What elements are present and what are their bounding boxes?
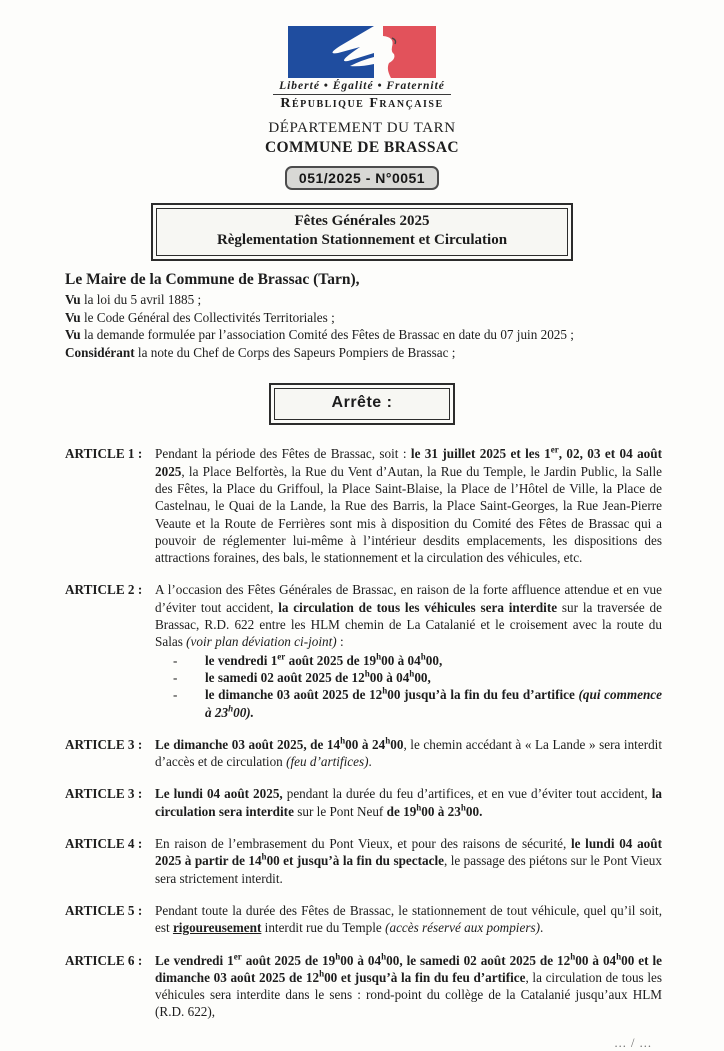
article-row <box>65 952 662 1021</box>
article-row <box>65 835 662 887</box>
motto: Liberté • Égalité • Fraternité <box>279 80 445 92</box>
bullet-text: le vendredi 1er août 2025 de 19$^h$00 à 04$^h$00, <box>205 651 443 668</box>
article-label: ARTICLE 1 : <box>65 446 143 462</box>
article-body: Pendant toute la durée des Fêtes de Brassac, le stationnement de tout véhicule, quel qu’il soit, est rigoureusement interdit rue du Temple (accès réservé aux pompiers). <box>155 902 662 936</box>
bullet-dash: - <box>173 652 178 668</box>
title-line-2: Règlementation Stationnement et Circulation <box>216 232 508 248</box>
commune-name: COMMUNE DE BRASSAC <box>264 139 460 156</box>
bullet-item <box>155 686 662 721</box>
article-body: A l’occasion des Fêtes Générales de Brassac, en raison de la forte affluence attendue et en vue d’éviter tout accident, la circulation de tous les véhicules sera interdite sur la traversée de Brassac, R.D. 622 entre les HLM chemin de La Catalanié et le croisement avec la route du Salas (voir plan déviation ci-joint) : - le vendredi 1er août 2025 de 19$^h$00 à 04$^h$00, - le samedi 02 août 2025 de 12$^h$00 à 04$^h$00, - le dimanche 03 août 2025 de 12$^h$00 jusqu’à la fin du feu d’artifice (qui commence à 23$^h$00). <box>155 582 663 720</box>
decree-reference-badge: 051/2025 - N°0051 <box>285 166 439 190</box>
article-row <box>65 581 662 720</box>
article-label: ARTICLE 2 : <box>65 582 143 598</box>
article-row <box>65 736 662 771</box>
marianne-flag-logo <box>288 26 436 78</box>
bullet-text: le samedi 02 août 2025 de 12$^h$00 à 04$^h$00, <box>205 668 431 685</box>
article-label: ARTICLE 4 : <box>65 836 143 852</box>
preamble-line: Vu la demande formulée par l’association Comité des Fêtes de Brassac en date du 07 juin 2025 ; <box>65 327 574 343</box>
bullet-item <box>155 652 662 669</box>
decree-heading: Arrête : <box>274 388 450 420</box>
articles-list <box>65 445 662 1020</box>
bullet-text: le dimanche 03 août 2025 de 12$^h$00 jusqu’à la fin du feu d’artifice (qui commence à 23$^h$00). <box>205 685 662 720</box>
preamble-line: Vu la loi du 5 avril 1885 ; <box>65 292 202 307</box>
article-label: ARTICLE 5 : <box>65 902 143 918</box>
document-title-box <box>151 203 573 261</box>
page-continuation-mark: ... / ... <box>614 1035 652 1050</box>
article-row <box>65 785 662 820</box>
article-label: ARTICLE 6 : <box>65 952 143 968</box>
department-name: DÉPARTEMENT DU TARN <box>268 120 456 136</box>
article-label: ARTICLE 3 : <box>65 786 143 802</box>
preamble <box>65 271 662 361</box>
bullet-item <box>155 669 662 686</box>
document-header <box>0 26 724 190</box>
article-body: En raison de l’embrasement du Pont Vieux, et pour des raisons de sécurité, le lundi 04 août 2025 à partir de 14$^h$00 et jusqu’à la fin du spectacle, le passage des piétons sur le Pont Vieux sera strictement interdit. <box>155 836 663 886</box>
bullet-dash: - <box>173 687 178 703</box>
article-row <box>65 902 662 937</box>
article-row <box>65 445 662 566</box>
bullet-dash: - <box>173 669 178 685</box>
republic-name: République Française <box>280 96 444 111</box>
decree-heading-box <box>269 383 455 425</box>
article-body: Le vendredi 1er août 2025 de 19$^h$00 à 04$^h$00, le samedi 02 août 2025 de 12$^h$00 à 04$^h$00 et le dimanche 03 août 2025 de 12$^h$00 et jusqu’à la fin du feu d’artifice, la circulation de tous les véhicules sera interdite dans le sens : rond-point du collège de la Catalanié jusqu’aux HLM (R.D. 622), <box>155 951 663 1020</box>
article-body: Le lundi 04 août 2025, pendant la durée du feu d’artifices, et en vue d’éviter tout accident, la circulation sera interdite sur le Pont Neuf de 19$^h$00 à 23$^h$00. <box>155 786 662 819</box>
article-body: Le dimanche 03 août 2025, de 14$^h$00 à 24$^h$00, le chemin accédant à « La Lande » sera interdit d’accès et de circulation (feu d’artifices). <box>155 735 663 770</box>
motto-divider <box>273 94 451 95</box>
mayor-heading: Le Maire de la Commune de Brassac (Tarn), <box>65 271 360 288</box>
title-line-1: Fêtes Générales 2025 <box>294 213 430 229</box>
article-bullet-list <box>155 652 662 721</box>
article-body: Pendant la période des Fêtes de Brassac, soit : le 31 juillet 2025 et les 1er, 02, 03 et 04 août 2025, la Place Belfortès, la Rue du Vent d’Autan, la Rue du Temple, le Jardin Public, la Salle des Fêtes, la Place du Griffoul, la Place Saint-Blaise, la Place de l’Hôtel de Ville, la Place de Castelnau, le Quai de la Lande, la Rue des Barris, la Place Saint-Georges, la Rue Jean-Pierre Veaute et la Route de Ferrières sont mis à disposition du Comité des Fêtes de Brassac qui a pouvoir de réglementer lui-même à l’intérieur desdits emplacements, les dispositions des attractions foraines, des bals, le stationnement et la circulation des véhicules, etc. <box>155 444 662 566</box>
article-label: ARTICLE 3 : <box>65 736 143 752</box>
preamble-line: Vu le Code Général des Collectivités Territoriales ; <box>65 309 335 325</box>
preamble-line: Considérant la note du Chef de Corps des Sapeurs Pompiers de Brassac ; <box>65 344 456 360</box>
